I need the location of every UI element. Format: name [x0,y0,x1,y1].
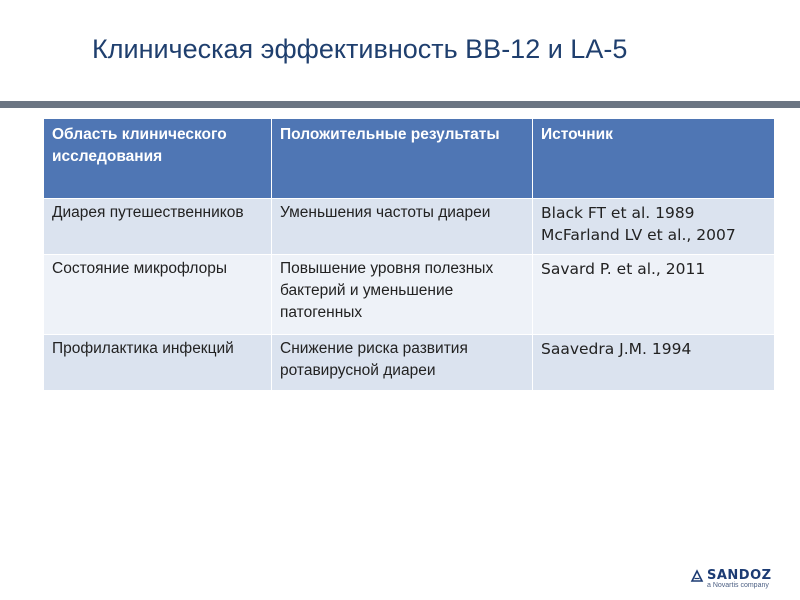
slide-title: Клиническая эффективность BB-12 и LA-5 [92,34,628,64]
source-line: Savard P. et al., 2011 [541,260,706,278]
results-table [43,118,775,391]
table-row [44,335,775,391]
cell-result: Повышение уровня полезных бактерий и уменьшение патогенных [272,255,533,335]
cell-source [533,335,775,391]
cell-result: Уменьшения частоты диареи [272,199,533,255]
header-results: Положительные результаты [272,119,533,199]
cell-source [533,255,775,335]
header-source: Источник [533,119,775,199]
table-header-row [44,119,775,199]
header-area: Область клинического исследования [44,119,272,199]
logo-wordmark: SANDOZ [707,568,772,583]
title-divider [0,101,800,108]
table-row [44,255,775,335]
cell-result: Снижение риска развития ротавирусной диареи [272,335,533,391]
logo-tagline: a Novartis company [707,582,769,589]
source-line: Black FT et al. 1989 [541,204,695,222]
sandoz-logo [690,568,790,596]
table-row [44,199,775,255]
source-line: Saavedra J.M. 1994 [541,340,692,358]
source-line: McFarland LV et al., 2007 [541,226,736,244]
cell-area: Диарея путешественников [44,199,272,255]
cell-source [533,199,775,255]
cell-area: Состояние микрофлоры [44,255,272,335]
cell-area: Профилактика инфекций [44,335,272,391]
sandoz-mark-icon [690,569,704,583]
